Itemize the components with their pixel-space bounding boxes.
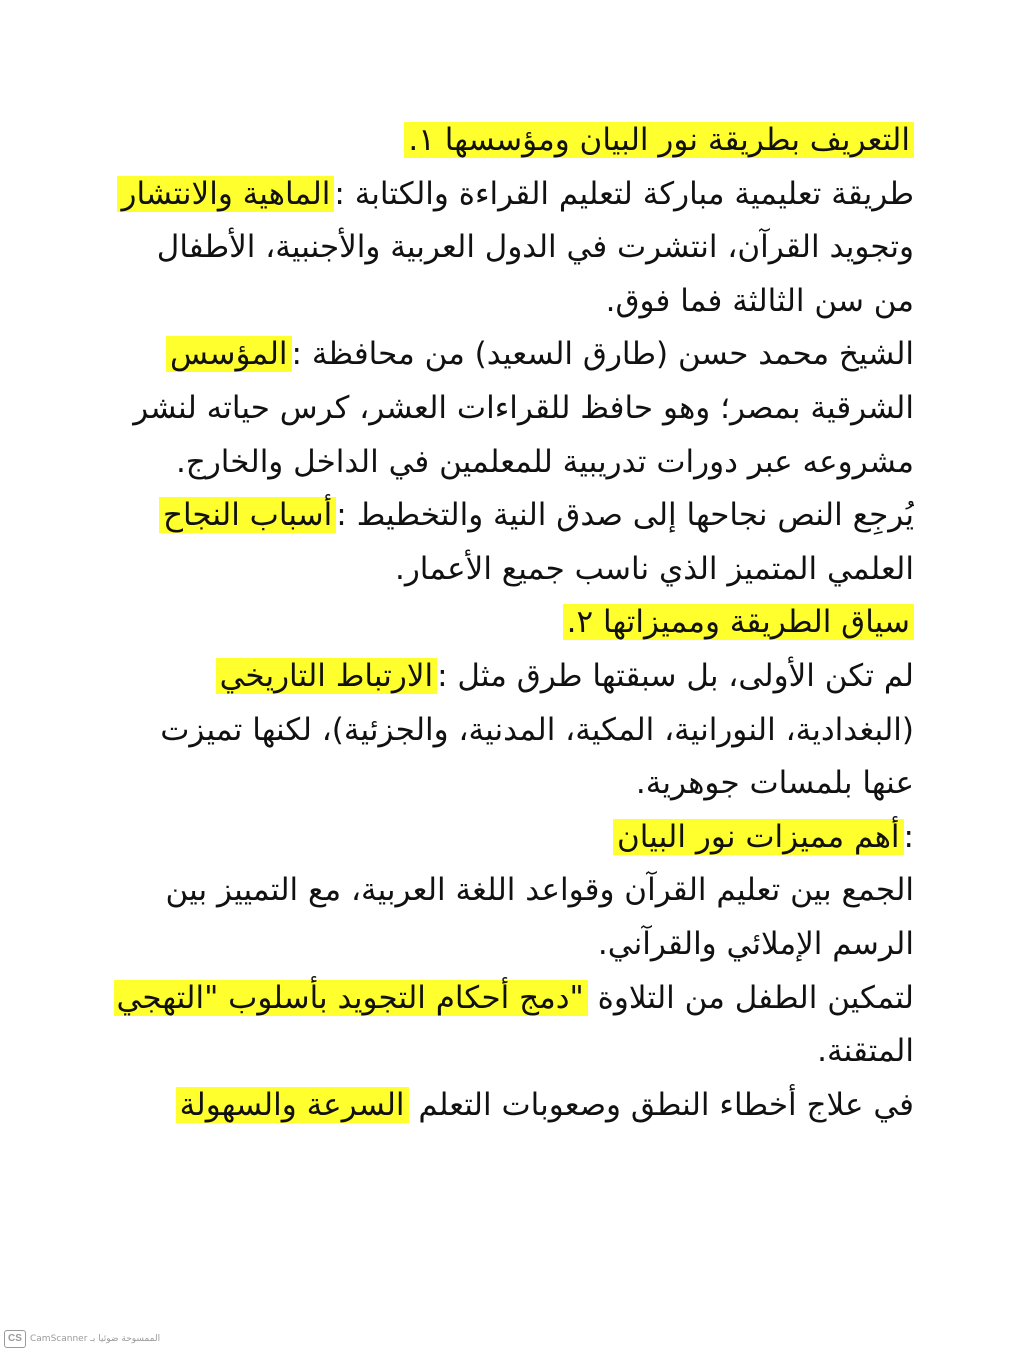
line-text: المتقنة. — [817, 1033, 914, 1070]
text-line — [114, 600, 914, 648]
highlighted-text: المؤسس — [166, 336, 292, 372]
text-line — [114, 976, 914, 1024]
highlighted-text: التعريف بطريقة نور البيان ومؤسسها ١. — [404, 122, 914, 158]
highlighted-text: الارتباط التاريخي — [216, 658, 438, 694]
highlighted-text: سياق الطريقة ومميزاتها ٢. — [563, 604, 914, 640]
line-text: في علاج أخطاء النطق وصعوبات التعلم — [408, 1086, 914, 1123]
line-text: (البغدادية، النورانية، المكية، المدنية، والجزئية)، لكنها تميزت — [160, 711, 914, 748]
text-line — [114, 172, 914, 220]
text-line — [114, 547, 914, 595]
line-text: مشروعه عبر دورات تدريبية للمعلمين في الداخل والخارج. — [175, 443, 914, 480]
highlighted-text: السرعة والسهولة — [176, 1087, 409, 1123]
highlighted-text: أهم مميزات نور البيان — [613, 819, 904, 855]
text-line — [114, 1029, 914, 1077]
text-line — [114, 493, 914, 541]
line-text: : — [903, 818, 914, 855]
line-text: الجمع بين تعليم القرآن وقواعد اللغة العربية، مع التمييز بين — [165, 872, 914, 909]
line-text: وتجويد القرآن، انتشرت في الدول العربية والأجنبية، الأطفال — [156, 229, 914, 266]
line-text: الشيخ محمد حسن (طارق السعيد) من محافظة : — [291, 336, 914, 373]
text-line — [114, 386, 914, 434]
line-text: لتمكين الطفل من التلاوة — [587, 979, 914, 1016]
text-line — [114, 815, 914, 863]
highlighted-text: أسباب النجاح — [159, 497, 336, 533]
highlighted-text: "دمج أحكام التجويد بأسلوب "التهجي — [114, 980, 588, 1016]
line-text: يُرجِع النص نجاحها إلى صدق النية والتخطيط : — [336, 497, 914, 534]
text-line — [114, 708, 914, 756]
text-line — [114, 1083, 914, 1131]
text-line — [114, 654, 914, 702]
line-text: الرسم الإملائي والقرآني. — [597, 926, 914, 962]
watermark-text: الممسوحة ضوئيا بـ CamScanner — [30, 1334, 161, 1344]
line-text: عنها بلمسات جوهرية. — [635, 765, 914, 802]
line-text: لم تكن الأولى، بل سبقتها طرق مثل : — [437, 658, 914, 694]
line-text: الشرقية بمصر؛ وهو حافظ للقراءات العشر، كرس حياته لنشر — [133, 390, 914, 426]
text-line — [114, 868, 914, 916]
text-line — [114, 761, 914, 809]
text-line — [114, 225, 914, 273]
text-line — [114, 279, 914, 327]
scanner-watermark — [4, 1330, 160, 1348]
line-text: من سن الثالثة فما فوق. — [605, 282, 914, 319]
line-text: طريقة تعليمية مباركة لتعليم القراءة والكتابة : — [334, 175, 914, 212]
text-line — [114, 118, 914, 166]
text-line — [114, 440, 914, 488]
highlighted-text: الماهية والانتشار — [117, 176, 334, 212]
line-text: العلمي المتميز الذي ناسب جميع الأعمار. — [394, 550, 914, 587]
text-line — [114, 922, 914, 970]
camscanner-logo-icon: CS — [4, 1330, 26, 1348]
text-line — [114, 332, 914, 380]
